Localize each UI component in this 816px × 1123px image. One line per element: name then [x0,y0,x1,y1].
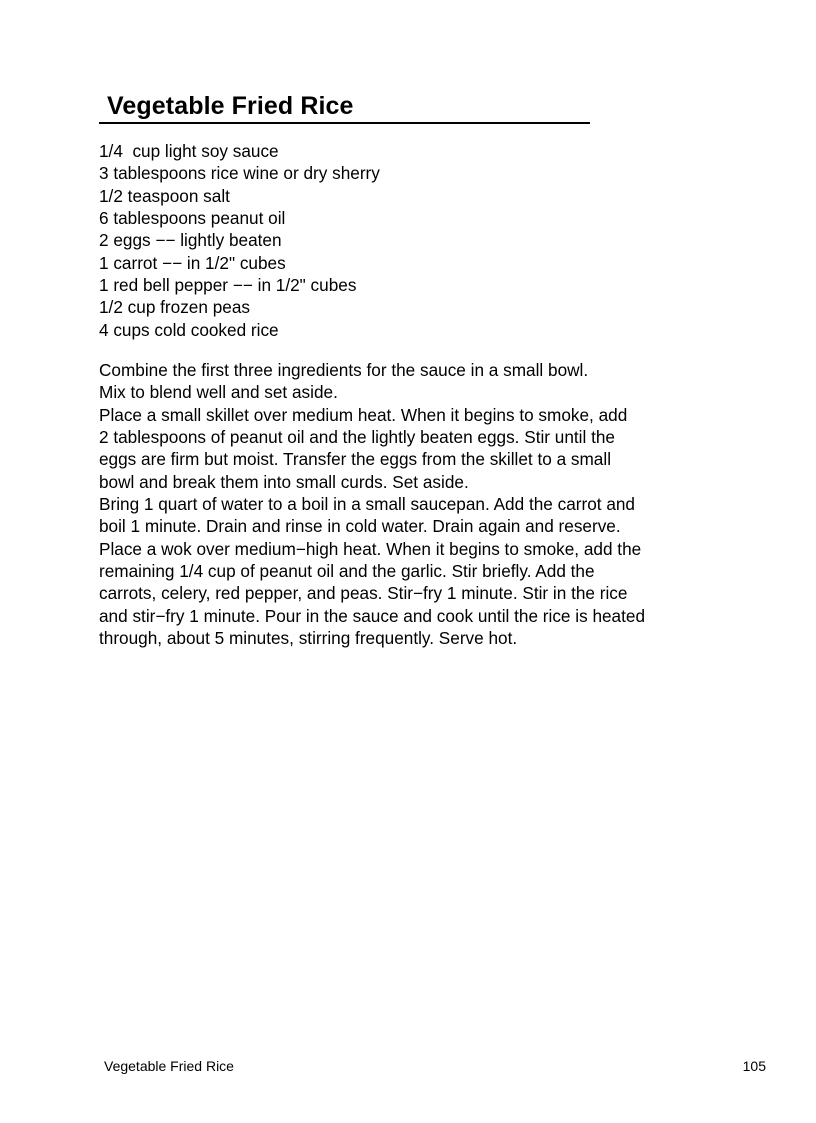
directions-line: eggs are firm but moist. Transfer the eggs from the skillet to a small [99,449,612,470]
directions-line: boil 1 minute. Drain and rinse in cold water. Drain again and reserve. [99,516,621,537]
ingredient-item: 4 cups cold cooked rice [99,319,279,340]
ingredient-item: 1/2 cup frozen peas [99,297,250,318]
title-underline [99,122,590,124]
directions-line: 2 tablespoons of peanut oil and the lightly beaten eggs. Stir until the [99,427,615,448]
directions-line: Bring 1 quart of water to a boil in a small saucepan. Add the carrot and [99,494,635,515]
footer-title: Vegetable Fried Rice [104,1058,234,1074]
ingredient-item: 1/2 teaspoon salt [99,185,230,206]
directions-paragraph [99,359,645,649]
directions-line: carrots, celery, red pepper, and peas. Stir−fry 1 minute. Stir in the rice [99,583,628,604]
directions-line: through, about 5 minutes, stirring frequently. Serve hot. [99,628,518,649]
ingredient-item: 1/4 cup light soy sauce [99,141,279,161]
ingredient-item: 2 eggs −− lightly beaten [99,230,282,251]
directions-line: Mix to blend well and set aside. [99,382,338,403]
directions-line: Combine the first three ingredients for the sauce in a small bowl. [99,360,589,380]
recipe-title: Vegetable Fried Rice [107,92,354,120]
directions-line: bowl and break them into small curds. Set aside. [99,471,469,492]
ingredient-item: 1 red bell pepper −− in 1/2" cubes [99,275,357,296]
directions-line: Place a wok over medium−high heat. When it begins to smoke, add the [99,538,642,559]
directions-line: Place a small skillet over medium heat. When it begins to smoke, add [99,404,628,425]
ingredient-item: 3 tablespoons rice wine or dry sherry [99,163,380,184]
directions-line: and stir−fry 1 minute. Pour in the sauce and cook until the rice is heated [99,605,646,626]
directions-line: remaining 1/4 cup of peanut oil and the garlic. Stir briefly. Add the [99,561,595,582]
ingredient-item: 1 carrot −− in 1/2" cubes [99,252,286,273]
ingredient-item: 6 tablespoons peanut oil [99,208,286,229]
ingredient-list [99,140,380,341]
page-number: 105 [742,1058,766,1074]
